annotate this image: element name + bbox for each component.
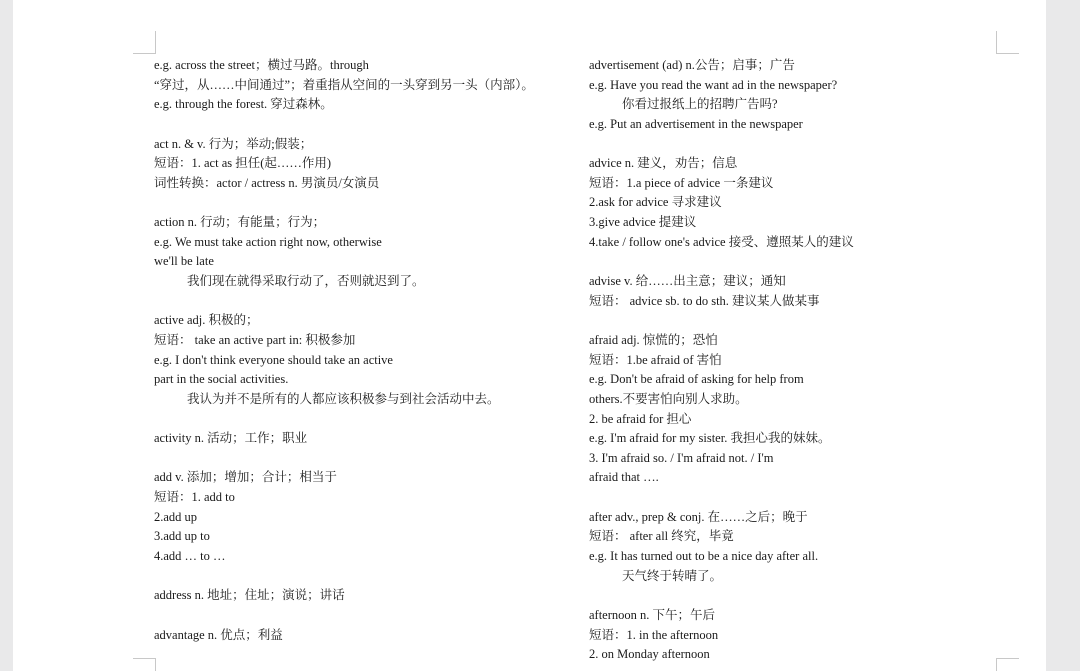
text-line: after adv., prep & conj. 在……之后；晚于	[589, 509, 808, 524]
text-line: active adj. 积极的；	[154, 313, 259, 328]
text-line: afraid that ….	[589, 470, 659, 485]
text-line: advertisement (ad) n.公告；启事；广告	[589, 58, 795, 72]
blank-line	[154, 115, 574, 135]
text-line: 短语：1. act as 担任(起……作用)	[154, 156, 332, 171]
blank-line	[154, 567, 574, 587]
text-line: e.g. I'm afraid for my sister. 我担心我的妹妹。	[589, 431, 831, 446]
bottom-left-margin-mark	[133, 658, 156, 671]
text-line: e.g. Don't be afraid of asking for help from	[589, 372, 804, 387]
blank-line	[154, 449, 574, 469]
blank-line	[154, 292, 574, 312]
text-line: e.g. It has turned out to be a nice day after all.	[589, 549, 819, 564]
blank-line	[154, 193, 574, 213]
blank-line	[589, 586, 1009, 606]
blank-line	[589, 135, 1009, 155]
scrollbar-track[interactable]	[1072, 0, 1080, 671]
text-line: 3.add up to	[154, 529, 210, 544]
text-line: 4.take / follow one's advice 接受、遵照某人的建议	[589, 234, 854, 249]
blank-line	[154, 410, 574, 430]
text-line: e.g. across the street；横过马路。through	[154, 58, 369, 72]
text-line: e.g. Put an advertisement in the newspaper	[589, 116, 803, 131]
top-right-margin-mark	[996, 31, 1019, 54]
text-line: e.g. I don't think everyone should take an active	[154, 352, 393, 367]
text-line: 3.give advice 提建议	[589, 215, 697, 230]
text-line: activity n. 活动；工作；职业	[154, 431, 308, 446]
text-line: others.不要害怕向别人求助。	[589, 391, 748, 406]
text-line: “穿过，从……中间通过”；着重指从空间的一头穿到另一头（内部）。	[154, 77, 534, 92]
text-line: 4.add … to …	[154, 549, 226, 564]
text-line: 短语：1.a piece of advice 一条建议	[589, 175, 774, 190]
text-line: 短语：1. in the afternoon	[589, 627, 719, 642]
text-line: 短语： take an active part in: 积极参加	[154, 332, 356, 347]
text-line: e.g. We must take action right now, otherwise	[154, 234, 382, 249]
text-line: advantage n. 优点；利益	[154, 627, 283, 642]
text-line: afternoon n. 下午；午后	[589, 607, 716, 622]
text-line: e.g. Have you read the want ad in the newspaper?	[589, 77, 838, 92]
text-line: e.g. through the forest. 穿过森林。	[154, 97, 333, 112]
text-line: 2. on Monday afternoon	[589, 647, 710, 662]
top-left-margin-mark	[133, 31, 156, 54]
text-line: afraid adj. 惊慌的；恐怕	[589, 332, 718, 347]
text-line: 我们现在就得采取行动了，否则就迟到了。	[187, 274, 425, 289]
text-line: 3. I'm afraid so. / I'm afraid not. / I'm	[589, 450, 774, 465]
text-line: add v. 添加；增加；合计；相当于	[154, 470, 337, 485]
text-line: 你看过报纸上的招聘广告吗?	[622, 97, 778, 112]
text-line: part in the social activities.	[154, 372, 289, 387]
text-line: 2.ask for advice 寻求建议	[589, 195, 722, 210]
text-line: 短语： after all 终究，毕竟	[589, 529, 734, 544]
blank-line	[589, 311, 1009, 331]
text-line: 天气终于转晴了。	[622, 568, 723, 583]
left-text-column	[154, 56, 574, 645]
text-line: advise v. 给……出主意；建议；通知	[589, 274, 786, 289]
text-line: action n. 行动；有能量；行为；	[154, 215, 326, 230]
text-line: we'll be late	[154, 254, 214, 269]
document-page	[13, 0, 1046, 671]
text-line: 词性转换：actor / actress n. 男演员/女演员	[154, 175, 380, 190]
text-line: 短语： advice sb. to do sth. 建议某人做某事	[589, 293, 820, 308]
text-line: act n. & v. 行为；举动;假装；	[154, 136, 313, 151]
blank-line	[589, 252, 1009, 272]
blank-line	[589, 488, 1009, 508]
text-line: 短语：1. add to	[154, 490, 235, 505]
blank-line	[154, 606, 574, 626]
text-line: advice n. 建义，劝告；信息	[589, 156, 738, 171]
text-line: address n. 地址；住址；演说；讲话	[154, 588, 345, 603]
right-text-column	[589, 56, 1009, 665]
text-line: 2. be afraid for 担心	[589, 411, 692, 426]
text-line: 2.add up	[154, 509, 198, 524]
text-line: 我认为并不是所有的人都应该积极参与到社会活动中去。	[187, 391, 500, 406]
text-line: 短语：1.be afraid of 害怕	[589, 352, 722, 367]
